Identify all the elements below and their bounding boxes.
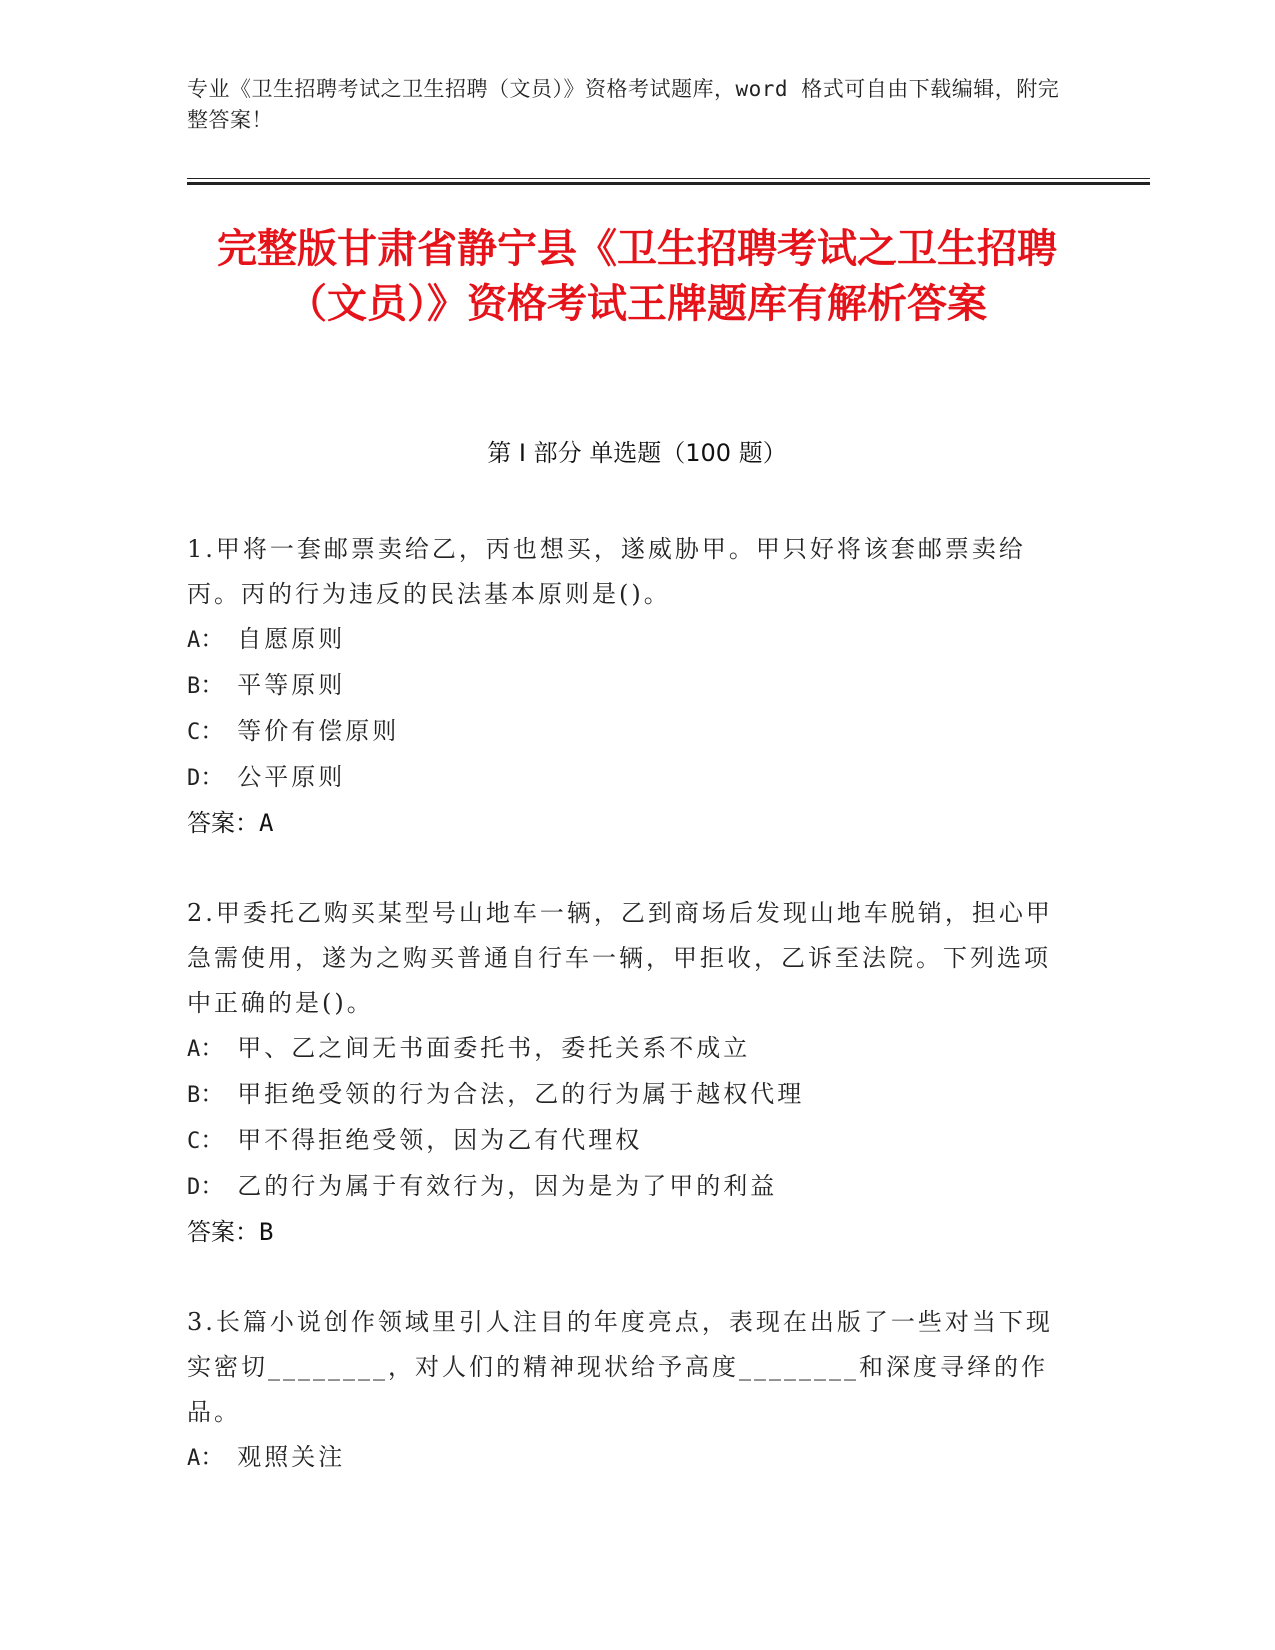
- option-c: [187, 1118, 1057, 1164]
- option-b: [187, 1072, 1057, 1118]
- option-letter: A: [187, 1446, 201, 1471]
- question-stem: 2.甲委托乙购买某型号山地车一辆，乙到商场后发现山地车脱销，担心甲急需使用，遂为之购买普通自行车一辆，甲拒收，乙诉至法院。下列选项中正确的是()。: [187, 899, 1053, 1017]
- question-3: [187, 1300, 1057, 1481]
- answer-value: B: [259, 1218, 274, 1246]
- option-text: 观照关注: [237, 1443, 346, 1471]
- header-divider-thick: [187, 182, 1150, 185]
- question-2: [187, 891, 1057, 1255]
- answer-label: 答案：: [187, 1218, 259, 1246]
- option-separator: ：: [200, 717, 228, 745]
- option-a: [187, 1026, 1057, 1072]
- option-d: [187, 1164, 1057, 1210]
- option-separator: ：: [200, 1080, 228, 1108]
- option-letter: C: [187, 1129, 201, 1154]
- option-text: 乙的行为属于有效行为，因为是为了甲的利益: [237, 1172, 778, 1200]
- option-text: 自愿原则: [237, 625, 346, 653]
- option-c: [187, 709, 1057, 755]
- option-separator: ：: [200, 1443, 228, 1471]
- answer-line: [187, 801, 1057, 846]
- header-note: 专业《卫生招聘考试之卫生招聘（文员）》资格考试题库，word 格式可自由下载编辑，附完整答案！: [187, 77, 1060, 132]
- option-text: 公平原则: [237, 763, 346, 791]
- option-letter: A: [187, 1037, 201, 1062]
- option-separator: ：: [200, 1126, 228, 1154]
- option-letter: B: [187, 674, 201, 699]
- option-separator: ：: [200, 1034, 228, 1062]
- section-heading: 第 I 部分 单选题（100 题）: [487, 439, 787, 467]
- option-d: [187, 755, 1057, 801]
- answer-value: A: [259, 809, 274, 837]
- option-letter: C: [187, 720, 201, 745]
- option-text: 平等原则: [237, 671, 346, 699]
- option-separator: ：: [200, 625, 228, 653]
- option-separator: ：: [200, 671, 228, 699]
- option-a: [187, 617, 1057, 663]
- option-letter: A: [187, 628, 201, 653]
- option-text: 甲不得拒绝受领，因为乙有代理权: [237, 1126, 643, 1154]
- answer-label: 答案：: [187, 809, 259, 837]
- option-text: 甲拒绝受领的行为合法，乙的行为属于越权代理: [237, 1080, 805, 1108]
- document-title: 完整版甘肃省静宁县《卫生招聘考试之卫生招聘（文员）》资格考试王牌题库有解析答案: [217, 226, 1057, 327]
- answer-line: [187, 1210, 1057, 1255]
- option-text: 甲、乙之间无书面委托书，委托关系不成立: [237, 1034, 751, 1062]
- option-a: [187, 1435, 1057, 1481]
- option-letter: D: [187, 1175, 201, 1200]
- option-text: 等价有偿原则: [237, 717, 400, 745]
- question-stem: 1.甲将一套邮票卖给乙，丙也想买，遂威胁甲。甲只好将该套邮票卖给丙。丙的行为违反的民法基本原则是()。: [187, 535, 1026, 608]
- option-separator: ：: [200, 763, 228, 791]
- question-list: [187, 527, 1057, 1526]
- header-divider-thin: [187, 178, 1150, 179]
- option-separator: ：: [200, 1172, 228, 1200]
- question-stem: 3.长篇小说创作领域里引人注目的年度亮点，表现在出版了一些对当下现实密切________，对人们的精神现状给予高度________和深度寻绎的作品。: [187, 1308, 1053, 1426]
- question-1: [187, 527, 1057, 846]
- option-letter: D: [187, 766, 201, 791]
- option-b: [187, 663, 1057, 709]
- option-letter: B: [187, 1083, 201, 1108]
